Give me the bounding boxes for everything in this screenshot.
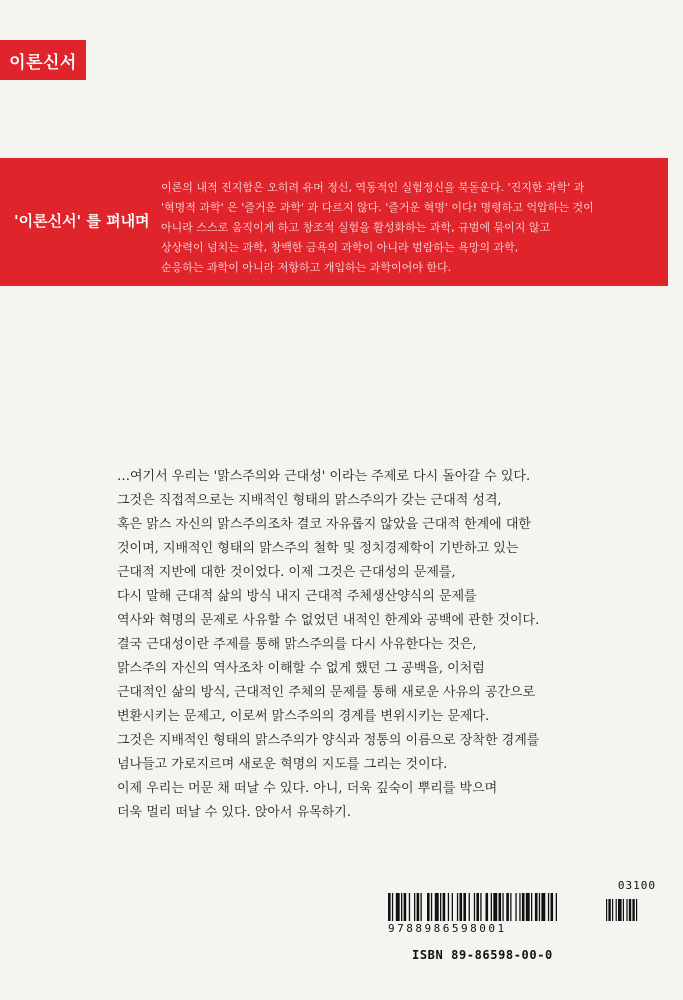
banner-title: '이론신서' 를 펴내며 (14, 212, 150, 230)
excerpt-line: 더욱 멀리 떠날 수 있다. 앉아서 유목하기. (117, 805, 351, 820)
ean-number: 9788986598001 (388, 922, 507, 935)
series-label (0, 40, 86, 80)
excerpt-line: 이제 우리는 머문 채 떠날 수 있다. 아니, 더욱 깊숙이 뿌리를 박으며 (117, 781, 498, 796)
banner-line: 이론의 내적 진지함은 오히려 유머 정신, 역동적인 실험정신을 북돋운다. '진지한 과학' 과 (161, 181, 585, 194)
series-preface-banner (0, 158, 668, 286)
excerpt-line: 변환시키는 문제고, 이로써 맑스주의의 경계를 변위시키는 문제다. (117, 709, 490, 724)
excerpt-line: 혹은 맑스 자신의 맑스주의조차 결코 자유롭지 않았을 근대적 한계에 대한 (117, 517, 531, 532)
excerpt-line: 근대적인 삶의 방식, 근대적인 주체의 문제를 통해 새로운 사유의 공간으로 (117, 685, 536, 700)
back-cover-excerpt (117, 465, 657, 825)
excerpt-line: 넘나들고 가로지르며 새로운 혁명의 지도를 그리는 것이다. (117, 757, 448, 772)
isbn-barcode (388, 879, 656, 970)
banner-line: 상상력이 넘치는 과학, 창백한 금욕의 과학이 아니라 범람하는 욕망의 과학, (161, 241, 519, 254)
excerpt-line: 그것은 직접적으로는 지배적인 형태의 맑스주의가 갖는 근대적 성격, (117, 493, 502, 508)
excerpt-line: …여기서 우리는 '맑스주의와 근대성' 이라는 주제로 다시 돌아갈 수 있다. (117, 469, 531, 484)
excerpt-line: 결국 근대성이란 주제를 통해 맑스주의를 다시 사유한다는 것은, (117, 637, 477, 652)
series-label-text: 이론신서 (9, 52, 77, 73)
banner-line: 아니라 스스로 움직이게 하고 창조적 실험을 활성화하는 과학, 규범에 묶이지 않고 (161, 221, 551, 234)
excerpt-line: 다시 말해 근대적 삶의 방식 내지 근대적 주체생산양식의 문제를 (117, 589, 477, 604)
price-code: 03100 (617, 879, 656, 892)
excerpt-line: 역사와 혁명의 문제로 사유할 수 없었던 내적인 한계와 공백에 관한 것이다. (117, 613, 540, 628)
excerpt-line: 근대적 지반에 대한 것이었다. 이제 그것은 근대성의 문제를, (117, 565, 456, 580)
banner-line: '혁명적 과학' 은 '즐거운 과학' 과 다르지 않다. '즐거운 혁명' 이다! 명령하고 억압하는 것이 (161, 201, 594, 214)
excerpt-line: 것이며, 지배적인 형태의 맑스주의 철학 및 정치경제학이 기반하고 있는 (117, 541, 519, 556)
barcode-bars (388, 893, 656, 921)
isbn-number: ISBN 89-86598-00-0 (412, 948, 553, 962)
banner-text (161, 178, 657, 278)
excerpt-line: 그것은 지배적인 형태의 맑스주의가 양식과 정통의 이름으로 장착한 경계를 (117, 733, 540, 748)
excerpt-line: 맑스주의 자신의 역사조차 이해할 수 없게 했던 그 공백을, 이처럼 (117, 661, 485, 676)
banner-line: 순응하는 과학이 아니라 저항하고 개입하는 과학이어야 한다. (161, 261, 452, 274)
